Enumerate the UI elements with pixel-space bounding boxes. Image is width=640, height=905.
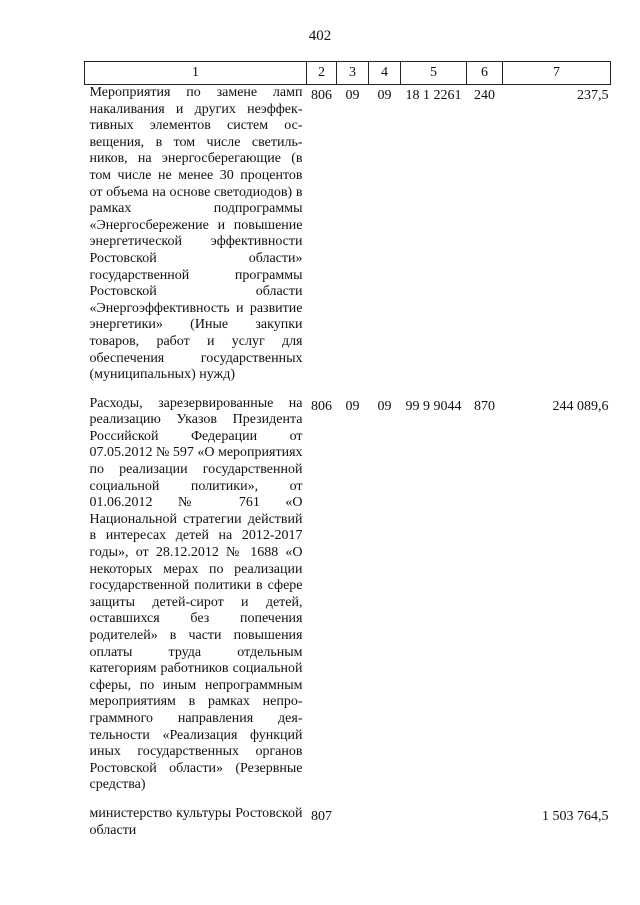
header-row — [85, 62, 611, 85]
row-spacer — [85, 384, 611, 396]
header-col-3: 3 — [337, 62, 369, 85]
row-description: министерство культуры Ростовской области — [89, 805, 303, 838]
row-spacer — [85, 794, 611, 806]
row-code-section — [337, 806, 369, 839]
header-col-7: 7 — [503, 62, 611, 85]
row-amount: 244 089,6 — [552, 398, 609, 414]
header-col-4: 4 — [369, 62, 401, 85]
row-code-target: 99 9 9044 — [405, 398, 462, 414]
header-col-2: 2 — [307, 62, 337, 85]
row-code-target — [401, 806, 467, 839]
page-number: 402 — [308, 28, 332, 44]
row-code-ministry: 806 — [311, 88, 332, 103]
row-amount: 1 503 764,5 — [542, 808, 609, 824]
row-code-target: 18 1 2261 — [405, 88, 462, 103]
row-description: Мероприятия по замене ламп накаливания и других неэффективных элементов систем освещения, в том числе светильников, на энергосберегающие (в том числе не менее 30 процентов от объема на основе светодиодов) в рамках подпрограммы «Энергосбережение и повышение энергетической эффективности Ростовской области» государственной программы Ростовской области «Энергоэффективность и развитие энергетики» (Иные закупки товаров, работ и услуг для обеспечения государственных (муниципальных) нужд) — [89, 85, 303, 383]
row-code-subsection: 09 — [377, 88, 392, 103]
row-code-expense-type — [467, 806, 503, 839]
header-col-5: 5 — [401, 62, 467, 85]
row-code-expense-type: 240 — [474, 88, 495, 103]
row-description: Расходы, зарезервированные на реализацию Указов Президента Российской Федерации от 07.05.2012 № 597 «О мероприятиях по реализации государственной социальной политики», от 01.06.2012 № 761 «О Национальной стратегии действий в интересах детей на 2012-2017 годы», от 28.12.2012 № 1688 «О некоторых мерах по реализации государственной политики в сфере защиты детей-сирот и детей, оставшихся без попечения родителей» в части повышения оплаты труда отдельным категориям работников социальной сферы, по иным непрограммным мероприятиям в рамках непрограммного направления деятельности «Реализация функций иных государственных органов Ростовской области» (Резервные средства) — [89, 395, 303, 793]
row-amount: 237,5 — [577, 88, 609, 103]
row-code-ministry: 807 — [311, 808, 332, 824]
row-code-subsection: 09 — [377, 398, 392, 414]
row-code-expense-type: 870 — [474, 398, 495, 414]
budget-table — [84, 61, 611, 839]
table-row — [85, 806, 611, 839]
table-row — [85, 396, 611, 794]
table-row — [85, 85, 611, 384]
row-code-section: 09 — [345, 398, 360, 414]
row-code-ministry: 806 — [311, 398, 332, 414]
row-code-section: 09 — [345, 88, 360, 103]
header-col-6: 6 — [467, 62, 503, 85]
header-col-1: 1 — [85, 62, 307, 85]
row-code-subsection — [369, 806, 401, 839]
